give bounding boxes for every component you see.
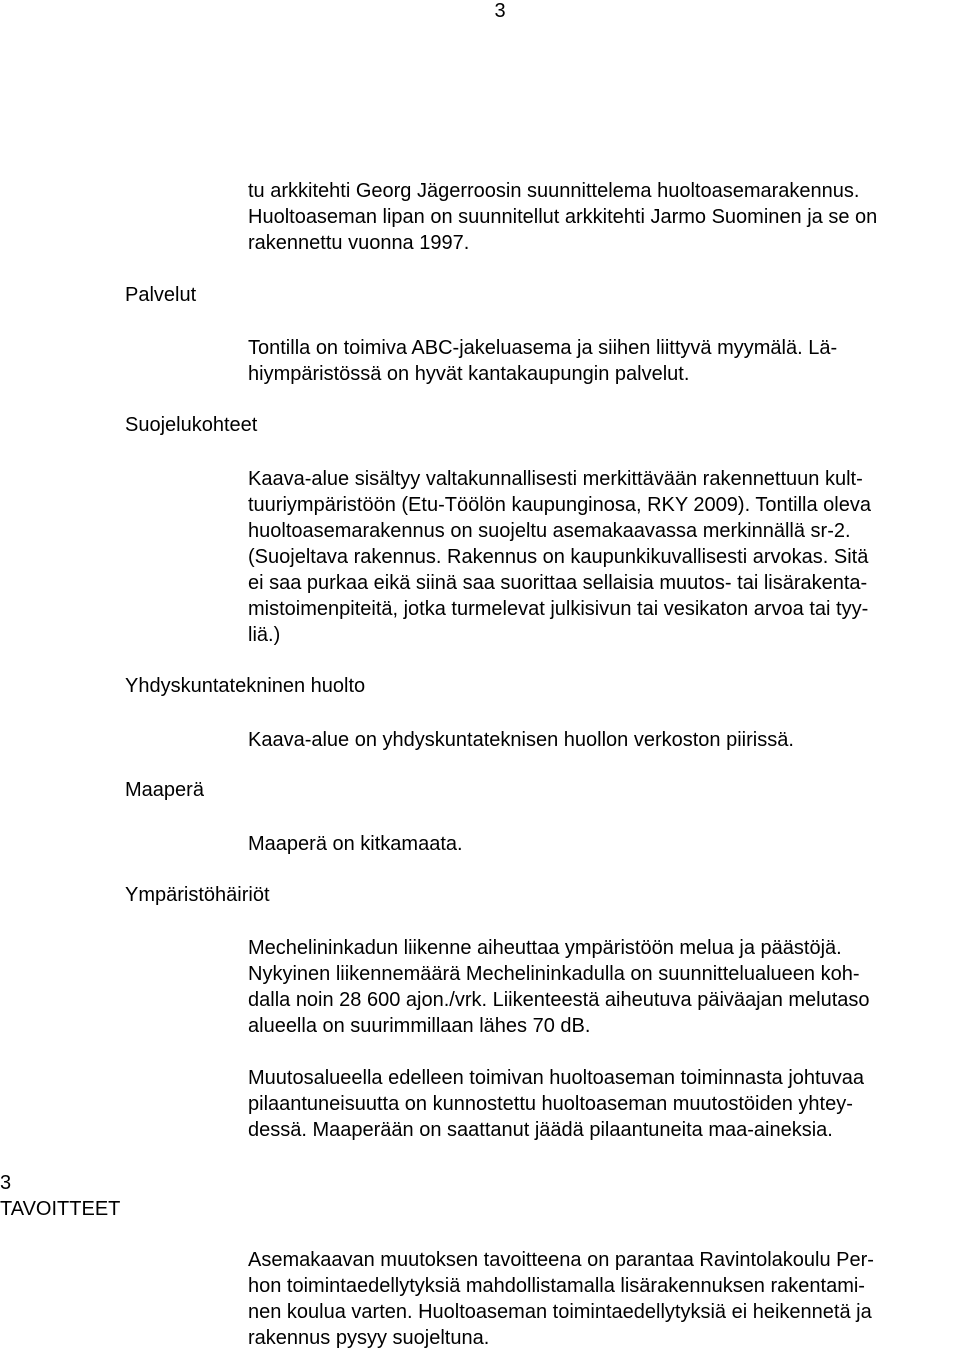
heading-ymparistohairiot: Ympäristöhäiriöt bbox=[125, 884, 270, 906]
text-line: rakennus pysyy suojeltuna. bbox=[248, 1327, 490, 1349]
maapera-paragraph bbox=[248, 831, 960, 857]
text-line: Tontilla on toimiva ABC-jakeluasema ja siihen liittyvä myymälä. Lä- bbox=[248, 337, 838, 359]
ymparistohairiot-paragraph-2 bbox=[248, 1065, 960, 1143]
text-line: pilaantuneisuutta on kunnostettu huoltoaseman muutostöiden yhtey- bbox=[248, 1093, 853, 1115]
text-line: huoltoasemarakennus on suojeltu asemakaavassa merkinnällä sr-2. bbox=[248, 520, 851, 542]
palvelut-paragraph bbox=[248, 335, 960, 387]
ymparistohairiot-paragraph-1 bbox=[248, 935, 960, 1039]
text-line: liä.) bbox=[248, 624, 281, 646]
text-line: nen koulua varten. Huoltoaseman toimintaedellytyksiä ei heikennetä ja bbox=[248, 1301, 872, 1323]
text-line: Mechelininkadun liikenne aiheuttaa ympäristöön melua ja päästöjä. bbox=[248, 937, 842, 959]
text-line: dessä. Maaperään on saattanut jäädä pilaantuneita maa-aineksia. bbox=[248, 1119, 833, 1141]
text-line: mistoimenpiteitä, jotka turmelevat julkisivun tai vesikaton arvoa tai tyy- bbox=[248, 598, 869, 620]
chapter-number: 3 bbox=[0, 1172, 12, 1194]
text-line: ei saa purkaa eikä siinä saa suorittaa sellaisia muutos- tai lisärakenta- bbox=[248, 572, 868, 594]
text-line: hon toimintaedellytyksiä mahdollistamalla lisärakennuksen rakentami- bbox=[248, 1275, 865, 1297]
text-line: hiympäristössä on hyvät kantakaupungin palvelut. bbox=[248, 363, 690, 385]
text-line: tu arkkitehti Georg Jägerroosin suunnittelema huoltoasemarakennus. bbox=[248, 180, 860, 202]
text-line: alueella on suurimmillaan lähes 70 dB. bbox=[248, 1015, 591, 1037]
text-line: Asemakaavan muutoksen tavoitteena on parantaa Ravintolakoulu Per- bbox=[248, 1249, 874, 1271]
text-line: Nykyinen liikennemäärä Mechelininkadulla on suunnittelualueen koh- bbox=[248, 963, 860, 985]
text-line: rakennettu vuonna 1997. bbox=[248, 232, 470, 254]
text-line: Kaava-alue sisältyy valtakunnallisesti merkittävään rakennettuun kult- bbox=[248, 468, 863, 490]
text-line: Kaava-alue on yhdyskuntateknisen huollon verkoston piirissä. bbox=[248, 729, 794, 751]
chapter-title: TAVOITTEET bbox=[0, 1198, 121, 1220]
heading-yhdyskuntatekninen-huolto: Yhdyskuntatekninen huolto bbox=[125, 675, 366, 697]
text-line: (Suojeltava rakennus. Rakennus on kaupunkikuvallisesti arvokas. Sitä bbox=[248, 546, 869, 568]
chapter-heading-tavoitteet bbox=[0, 1170, 120, 1222]
heading-maapera: Maaperä bbox=[125, 779, 204, 801]
page-number: 3 bbox=[494, 0, 506, 22]
text-line: Huoltoaseman lipan on suunnitellut arkkitehti Jarmo Suominen ja se on bbox=[248, 206, 878, 228]
text-line: tuuriympäristöön (Etu-Töölön kaupunginosa, RKY 2009). Tontilla oleva bbox=[248, 494, 871, 516]
intro-paragraph bbox=[248, 178, 960, 256]
yhdyskuntatekninen-paragraph bbox=[248, 727, 960, 753]
text-line: dalla noin 28 600 ajon./vrk. Liikenteestä aiheutuva päiväajan melutaso bbox=[248, 989, 870, 1011]
suojelukohteet-paragraph bbox=[248, 466, 960, 648]
text-line: Maaperä on kitkamaata. bbox=[248, 833, 463, 855]
heading-palvelut: Palvelut bbox=[125, 284, 197, 306]
heading-suojelukohteet: Suojelukohteet bbox=[125, 414, 258, 436]
text-line: Muutosalueella edelleen toimivan huoltoaseman toiminnasta johtuvaa bbox=[248, 1067, 864, 1089]
tavoitteet-paragraph bbox=[248, 1247, 960, 1351]
